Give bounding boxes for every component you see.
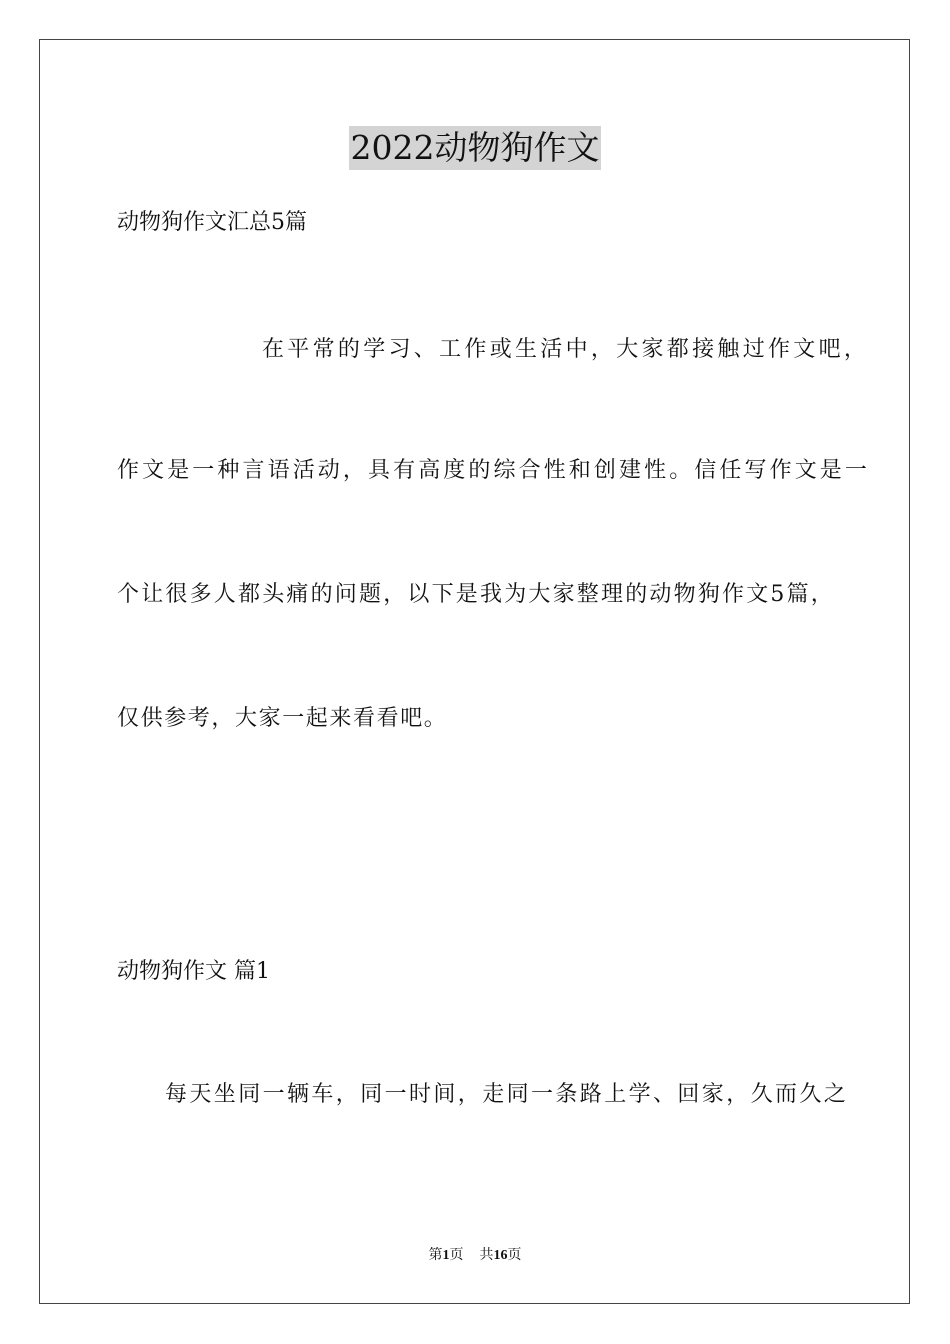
footer-total-pages: 16 xyxy=(493,1248,508,1263)
document-title: 2022动物狗作文 xyxy=(349,126,602,170)
title-container xyxy=(0,126,950,170)
page-footer xyxy=(0,1246,950,1266)
intro-line-2: 作文是一种言语活动，具有高度的综合性和创建性。信任写作文是一 xyxy=(117,458,871,483)
document-subtitle: 动物狗作文汇总5篇 xyxy=(117,210,307,235)
intro-line-1: 在平常的学习、工作或生活中，大家都接触过作文吧， xyxy=(262,337,870,362)
footer-total-suffix: 页 xyxy=(507,1248,522,1263)
footer-page-suffix: 页 xyxy=(449,1248,464,1263)
section-heading: 动物狗作文 篇1 xyxy=(117,959,270,984)
footer-page-prefix: 第 xyxy=(428,1248,443,1263)
footer-total-prefix: 共 xyxy=(479,1248,494,1263)
intro-line-4: 仅供参考，大家一起来看看吧。 xyxy=(117,706,448,731)
body-line-1: 每天坐同一辆车，同一时间，走同一条路上学、回家，久而久之 xyxy=(165,1082,849,1107)
footer-page-number: 1 xyxy=(442,1248,450,1263)
intro-line-3: 个让很多人都头痛的问题，以下是我为大家整理的动物狗作文5篇， xyxy=(117,582,835,607)
